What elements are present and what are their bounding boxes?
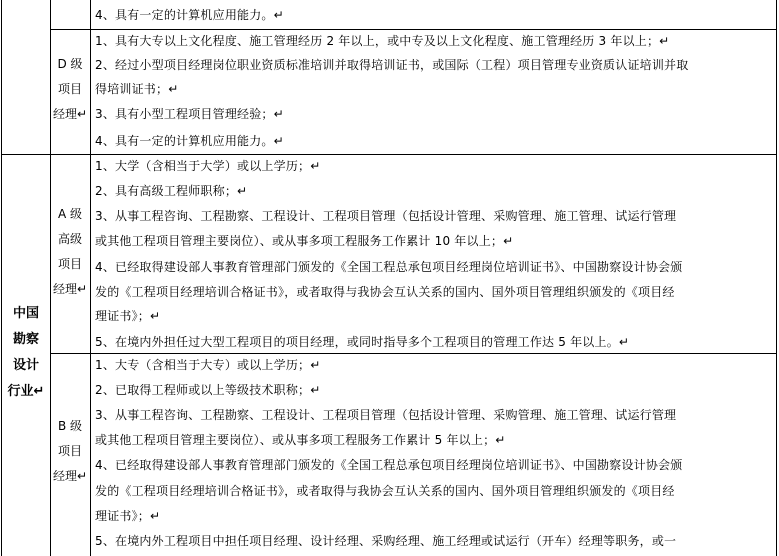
requirement-line: 2、经过小型项目经理岗位职业资质标准培训并取得培训证书，或国际（工程）项目管理专业资质认证培训并取 [95,58,689,72]
table-row [51,30,90,154]
level-text-line: 经理↵ [52,107,88,121]
requirement-line: 5、在境内外工程项目中担任项目经理、设计经理、采购经理、施工经理或试运行（开车）经理等职务，或一 [95,534,677,548]
level-label [51,202,89,302]
table-border-right [776,0,777,556]
requirement-line: 1、大学（含相当于大学）或以上学历；↵ [95,159,321,173]
requirement-line: 或其他工程项目管理主要岗位）、或从事多项工程服务工作累计 5 年以上；↵ [95,433,506,447]
requirements-cell [91,30,776,154]
level-text-line: D 级 [57,57,83,71]
level-text-line: B 级 [57,419,83,433]
requirement-line: 1、大专（含相当于大专）或以上学历；↵ [95,358,321,372]
requirement-line: 或其他工程项目管理主要岗位）、或从事多项工程服务工作累计 10 年以上；↵ [95,234,514,248]
level-text-line: 经理↵ [52,469,88,483]
industry-text-line: 中国 [12,306,39,321]
industry-label [4,301,48,405]
requirement-line: 4、已经取得建设部人事教育管理部门颁发的《全国工程总承包项目经理岗位培训证书》、中国勘察设计协会颁 [95,458,683,472]
level-text-line: 高级 [57,232,82,246]
requirement-line: 2、已取得工程师或以上等级技术职称；↵ [95,383,321,397]
level-text-line: 项目 [57,257,82,271]
industry-text-line: 行业↵ [7,384,45,399]
requirement-line: 理证书》；↵ [95,309,161,323]
requirements-cell [91,155,776,353]
requirement-line: 4、已经取得建设部人事教育管理部门颁发的《全国工程总承包项目经理岗位培训证书》、中国勘察设计协会颁 [95,260,683,274]
industry-text-line: 勘察 [12,332,39,347]
requirement-line: 发的《工程项目经理培训合格证书》，或者取得与我协会互认关系的国内、国外项目管理组织颁发的《项目经 [95,484,675,498]
requirement-line: 3、从事工程咨询、工程勘察、工程设计、工程项目管理（包括设计管理、采购管理、施工管理、试运行管理 [95,408,677,422]
level-text-line: 经理↵ [52,282,88,296]
requirement-line: 3、具有小型工程项目管理经验；↵ [95,107,284,121]
requirement-line: 发的《工程项目经理培训合格证书》，或者取得与我协会互认关系的国内、国外项目管理组织颁发的《项目经 [95,285,675,299]
table-row [91,0,776,29]
requirement-line: 1、具有大专以上文化程度、施工管理经历 2 年以上，或中专及以上文化程度、施工管理经历 3 年以上；↵ [95,34,670,48]
requirement-line: 得培训证书；↵ [95,82,179,96]
table-row [51,155,90,353]
requirement-line: 理证书》；↵ [95,509,161,523]
requirement-line: 5、在境内外担任过大型工程项目的项目经理，或同时指导多个工程项目的管理工作达 5 年以上。↵ [95,335,630,349]
level-text-line: 项目 [57,82,82,96]
industry-text-line: 设计 [12,358,39,373]
requirement-line: 2、具有高级工程师职称；↵ [95,184,248,198]
requirement-line: 4、具有一定的计算机应用能力。↵ [95,134,284,148]
level-label [51,52,89,127]
table-row [51,354,90,556]
requirement-line: 3、从事工程咨询、工程勘察、工程设计、工程项目管理（包括设计管理、采购管理、施工管理、试运行管理 [95,209,677,223]
industry-cell [2,155,50,556]
requirements-cell [91,354,776,556]
level-text-line: A 级 [57,207,83,221]
level-label [51,414,89,489]
requirement-line: 4、具有一定的计算机应用能力。↵ [95,8,284,22]
level-text-line: 项目 [57,444,82,458]
